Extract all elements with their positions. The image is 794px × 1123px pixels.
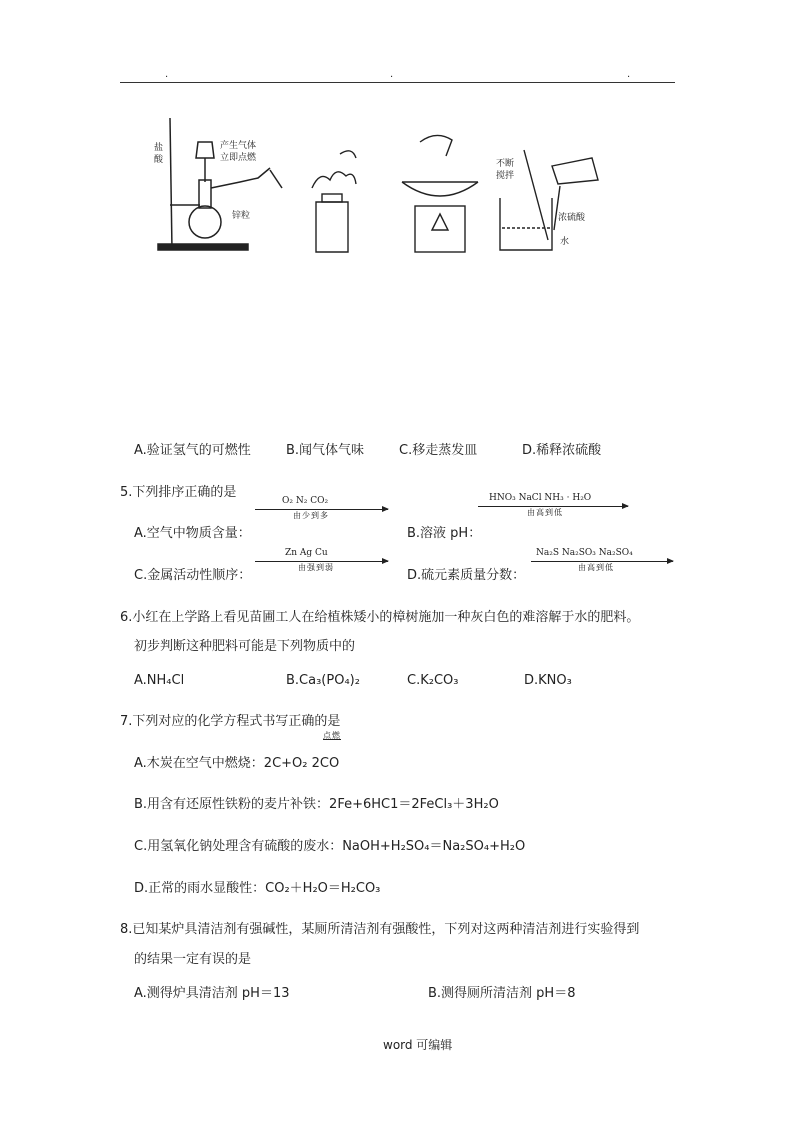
q6-stem-line2: 初步判断这种肥料可能是下列物质中的 (134, 639, 356, 654)
q7-option-a: A.木炭在空气中燃烧：2C+O₂ 2CO (134, 756, 340, 771)
q6-option-d: D.KNO₃ (524, 673, 572, 688)
q8-option-b: B.测得厕所清洁剂 pH＝8 (428, 986, 576, 1001)
q5-a-arrow (255, 509, 388, 510)
q4-option-c: C.移走蒸发皿 (399, 443, 478, 458)
q5-b-arrow (478, 506, 628, 507)
label-hcl: 盐酸 (154, 142, 164, 164)
q8-stem-line2: 的结果一定有误的是 (134, 952, 252, 967)
q5-c-items: Zn Ag Cu (285, 548, 328, 558)
q6-option-b: B.Ca₃(PO₄)₂ (286, 673, 360, 688)
label-acid: 浓硫酸 (558, 212, 586, 222)
header-dot: . (627, 69, 631, 80)
q7-condition: 点燃 (323, 731, 341, 740)
evaporating-dish-drawing (402, 135, 478, 252)
q5-c-arrow (255, 561, 388, 562)
smell-gas-drawing (312, 151, 356, 252)
header-dot: . (390, 69, 394, 80)
header-dot: . (165, 69, 169, 80)
q5-b-order: 由高到低 (527, 508, 563, 517)
q5-a-order: 由少到多 (293, 511, 329, 520)
q5-option-a: A.空气中物质含量： (134, 526, 251, 541)
q8-option-a: A.测得炉具清洁剂 pH＝13 (134, 986, 290, 1001)
q7-stem: 7.下列对应的化学方程式书写正确的是 (120, 714, 341, 729)
q5-option-d: D.硫元素质量分数： (407, 568, 526, 583)
q5-stem: 5.下列排序正确的是 (120, 485, 237, 500)
q4-option-b: B.闻气体气味 (286, 443, 365, 458)
q4-option-a: A.验证氢气的可燃性 (134, 443, 251, 458)
label-gas: 产生气体立即点燃 (220, 140, 257, 162)
q5-d-order: 由高到低 (578, 563, 614, 572)
q5-c-order: 由强到弱 (298, 563, 334, 572)
q7-option-d: D.正常的雨水显酸性：CO₂＋H₂O＝H₂CO₃ (134, 881, 381, 896)
q4-option-d: D.稀释浓硫酸 (522, 443, 602, 458)
q7-option-b: B.用含有还原性铁粉的麦片补铁：2Fe+6HC1＝2FeCl₃＋3H₂O (134, 797, 499, 812)
lab-apparatus-figure (140, 110, 640, 255)
hydrogen-apparatus-drawing (158, 118, 282, 250)
q5-option-b: B.溶液 pH： (407, 526, 482, 541)
q6-stem-line1: 6.小红在上学路上看见苗圃工人在给植株矮小的樟树施加一种灰白色的难溶解于水的肥料。 (120, 610, 640, 625)
q8-stem-line1: 8.已知某炉具清洁剂有强碱性，某厕所清洁剂有强酸性，下列对这两种清洁剂进行实验得到 (120, 922, 640, 937)
q6-option-a: A.NH₄Cl (134, 673, 185, 688)
q5-d-items: Na₂S Na₂SO₃ Na₂SO₄ (536, 548, 633, 558)
header-rule (120, 82, 675, 83)
label-stir: 不断搅拌 (496, 158, 515, 180)
footer-note: word 可编辑 (383, 1038, 453, 1052)
dilute-acid-drawing (500, 150, 598, 250)
label-water: 水 (560, 236, 570, 246)
q5-a-items: O₂ N₂ CO₂ (282, 496, 329, 506)
q5-d-arrow (531, 561, 673, 562)
label-zinc: 锌粒 (232, 210, 251, 220)
q7-option-c: C.用氢氧化钠处理含有硫酸的废水：NaOH+H₂SO₄＝Na₂SO₄+H₂O (134, 839, 526, 854)
q6-option-c: C.K₂CO₃ (407, 673, 459, 688)
q5-b-items: HNO₃ NaCl NH₃ · H₂O (489, 493, 592, 503)
q5-option-c: C.金属活动性顺序： (134, 568, 252, 583)
